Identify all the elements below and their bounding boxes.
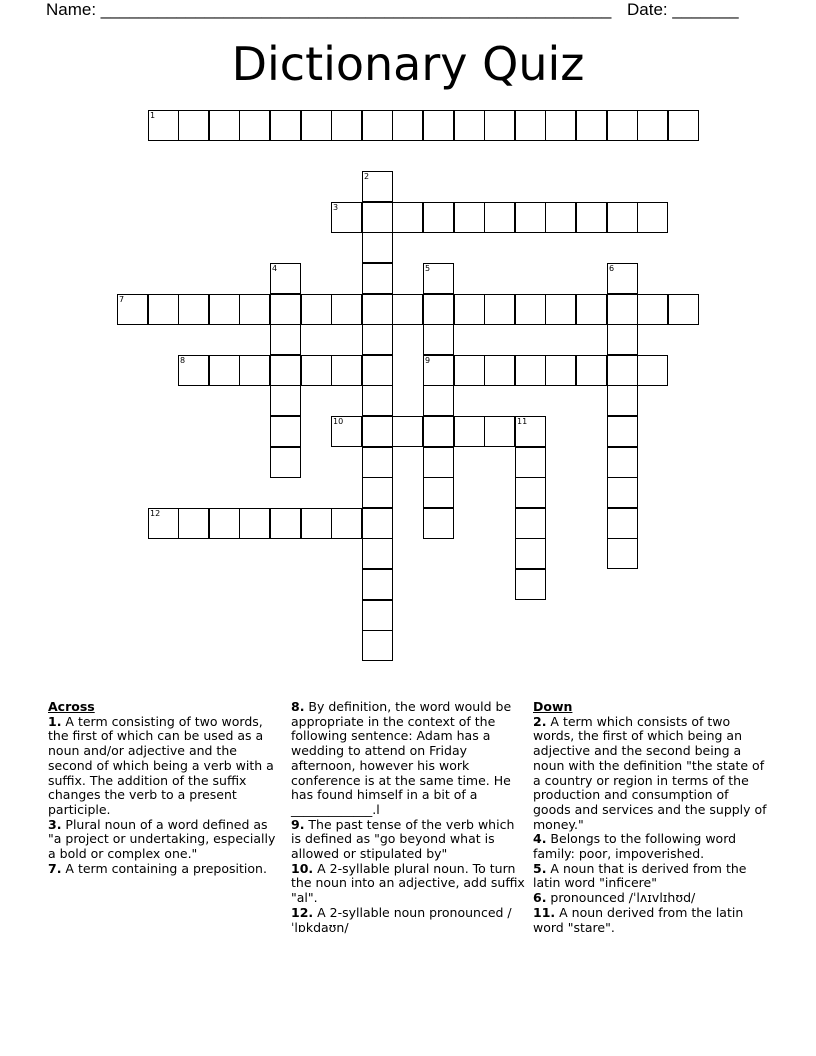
clue-text: A noun derived from the latin word "stare".: [533, 904, 744, 935]
clue-item: [48, 818, 284, 862]
crossword-cell[interactable]: [454, 355, 485, 386]
clue-number: 12.: [291, 904, 314, 920]
crossword-cell[interactable]: [301, 508, 332, 539]
crossword-cell[interactable]: [515, 202, 546, 233]
crossword-cell[interactable]: [423, 385, 454, 416]
crossword-cell[interactable]: [607, 508, 638, 539]
crossword-cell[interactable]: [423, 202, 454, 233]
crossword-cell[interactable]: [362, 232, 393, 263]
crossword-cell[interactable]: [515, 477, 546, 508]
crossword-cell[interactable]: [178, 508, 209, 539]
crossword-cell[interactable]: [148, 110, 179, 141]
page-title: Dictionary Quiz: [231, 37, 585, 91]
crossword-cell[interactable]: [362, 447, 393, 478]
crossword-cell[interactable]: [209, 508, 240, 539]
crossword-cell[interactable]: [423, 416, 454, 447]
crossword-cell[interactable]: [270, 447, 301, 478]
crossword-cell[interactable]: [301, 355, 332, 386]
crossword-cell[interactable]: [362, 171, 393, 202]
clue-text: A term containing a preposition.: [61, 860, 267, 876]
clue-item: [533, 715, 769, 833]
clue-number: 6.: [533, 890, 547, 906]
crossword-cell[interactable]: [331, 508, 362, 539]
clue-number: 7.: [48, 860, 62, 876]
crossword-cell[interactable]: [545, 110, 576, 141]
clue-number-label: 8: [180, 356, 186, 365]
name-field-label[interactable]: Name: ______________________________________________________: [46, 0, 612, 19]
down-heading: Down: [533, 699, 573, 714]
crossword-cell[interactable]: [607, 110, 638, 141]
clue-text: pronounced /ˈlʌɪvlɪhʊd/: [546, 890, 696, 906]
crossword-cell[interactable]: [362, 508, 393, 539]
crossword-cell[interactable]: [239, 110, 270, 141]
crossword-cell[interactable]: [362, 630, 393, 661]
clue-item: [533, 906, 769, 935]
crossword-cell[interactable]: [637, 294, 668, 325]
crossword-cell[interactable]: [423, 294, 454, 325]
crossword-cell[interactable]: [331, 294, 362, 325]
crossword-cell[interactable]: [362, 569, 393, 600]
clues-column-across: [48, 700, 284, 876]
crossword-cell[interactable]: [637, 355, 668, 386]
crossword-cell[interactable]: [484, 355, 515, 386]
crossword-cell[interactable]: [515, 569, 546, 600]
crossword-cell[interactable]: [301, 110, 332, 141]
crossword-cell[interactable]: [637, 110, 668, 141]
crossword-cell[interactable]: [362, 294, 393, 325]
crossword-cell[interactable]: [545, 355, 576, 386]
clue-item: [48, 862, 284, 877]
crossword-cell[interactable]: [362, 110, 393, 141]
clue-text: A noun that is derived from the latin word "inficere": [533, 860, 747, 891]
crossword-cell[interactable]: [576, 355, 607, 386]
clue-text: A term which consists of two words, the first of which being an adjective and the second being a noun with the definition "the state of a country or region in terms of the production and consumption of goods and services and the supply of money.": [533, 713, 767, 832]
crossword-cell[interactable]: [239, 355, 270, 386]
crossword-cell[interactable]: [392, 294, 423, 325]
crossword-cell[interactable]: [423, 355, 454, 386]
clue-text: The past tense of the verb which is defined as "go beyond what is allowed or stipulated by": [291, 816, 515, 862]
clue-number-label: 4: [272, 264, 278, 273]
crossword-cell[interactable]: [607, 447, 638, 478]
crossword-cell[interactable]: [607, 324, 638, 355]
crossword-cell[interactable]: [515, 508, 546, 539]
crossword-cell[interactable]: [423, 508, 454, 539]
crossword-cell[interactable]: [362, 202, 393, 233]
crossword-cell[interactable]: [209, 110, 240, 141]
crossword-cell[interactable]: [607, 355, 638, 386]
crossword-cell[interactable]: [607, 385, 638, 416]
crossword-cell[interactable]: [331, 355, 362, 386]
crossword-cell[interactable]: [607, 294, 638, 325]
crossword-cell[interactable]: [454, 294, 485, 325]
clue-number: 10.: [291, 860, 314, 876]
clue-number: 8.: [291, 699, 305, 714]
clue-number-label: 10: [333, 417, 344, 426]
crossword-cell[interactable]: [484, 294, 515, 325]
clue-number-label: 5: [425, 264, 431, 273]
crossword-cell[interactable]: [331, 416, 362, 447]
crossword-cell[interactable]: [362, 385, 393, 416]
crossword-cell[interactable]: [515, 355, 546, 386]
crossword-cell[interactable]: [607, 477, 638, 508]
clues-column-across-continued: [291, 700, 527, 935]
clue-number: 2.: [533, 713, 547, 729]
crossword-cell[interactable]: [362, 600, 393, 631]
crossword-cell[interactable]: [392, 110, 423, 141]
crossword-cell[interactable]: [362, 538, 393, 569]
crossword-cell[interactable]: [148, 294, 179, 325]
clue-number: 11.: [533, 904, 556, 920]
clue-item: [533, 891, 769, 906]
crossword-cell[interactable]: [607, 416, 638, 447]
crossword-cell[interactable]: [515, 416, 546, 447]
clue-text: A term consisting of two words, the first of which can be used as a noun and/or adjective and the second of which being a verb with a suffix. The addition of the suffix changes the verb to a present participle.: [48, 713, 274, 817]
clue-text: Belongs to the following word family: poor, impoverished.: [533, 831, 737, 862]
clue-number: 5.: [533, 860, 547, 876]
crossword-cell[interactable]: [392, 202, 423, 233]
crossword-cell[interactable]: [270, 385, 301, 416]
clue-number-label: 12: [150, 509, 161, 518]
crossword-cell[interactable]: [239, 508, 270, 539]
clue-number-label: 2: [364, 172, 370, 181]
crossword-cell[interactable]: [270, 355, 301, 386]
clue-number: 4.: [533, 831, 547, 847]
crossword-cell[interactable]: [178, 294, 209, 325]
clue-text: Plural noun of a word defined as "a project or undertaking, especially a bold or complex one.": [48, 816, 276, 862]
clue-number-label: 1: [150, 111, 156, 120]
clue-number-label: 9: [425, 356, 431, 365]
crossword-cell[interactable]: [270, 294, 301, 325]
crossword-cell[interactable]: [423, 447, 454, 478]
crossword-cell[interactable]: [270, 324, 301, 355]
crossword-cell[interactable]: [576, 110, 607, 141]
crossword-cell[interactable]: [484, 202, 515, 233]
crossword-cell[interactable]: [454, 416, 485, 447]
crossword-cell[interactable]: [270, 416, 301, 447]
crossword-cell[interactable]: [423, 110, 454, 141]
crossword-cell[interactable]: [454, 202, 485, 233]
crossword-cell[interactable]: [178, 355, 209, 386]
crossword-cell[interactable]: [484, 416, 515, 447]
clue-text: By definition, the word would be appropriate in the context of the following sentence: Adam has a wedding to attend on Friday afternoon, however his work conference is at the same time. He has found himself in a bit of a _____________.l: [291, 699, 512, 817]
clue-item: [291, 818, 527, 862]
clues-column-down: [533, 700, 769, 935]
crossword-cell[interactable]: [454, 110, 485, 141]
crossword-cell[interactable]: [423, 324, 454, 355]
crossword-cell[interactable]: [545, 202, 576, 233]
date-field-label[interactable]: Date: _______: [627, 0, 739, 19]
crossword-cell[interactable]: [270, 508, 301, 539]
crossword-cell[interactable]: [484, 110, 515, 141]
crossword-cell[interactable]: [423, 477, 454, 508]
clue-number-label: 11: [517, 417, 528, 426]
crossword-cell[interactable]: [239, 294, 270, 325]
crossword-cell[interactable]: [576, 294, 607, 325]
crossword-cell[interactable]: [607, 202, 638, 233]
crossword-cell[interactable]: [362, 477, 393, 508]
clue-text: A 2-syllable plural noun. To turn the noun into an adjective, add suffix "al".: [291, 860, 525, 906]
clue-number: 1.: [48, 713, 62, 729]
crossword-cell[interactable]: [515, 538, 546, 569]
crossword-cell[interactable]: [668, 294, 699, 325]
crossword-cell[interactable]: [576, 202, 607, 233]
crossword-cell[interactable]: [607, 538, 638, 569]
crossword-cell[interactable]: [331, 110, 362, 141]
clue-number: 3.: [48, 816, 62, 832]
crossword-cell[interactable]: [117, 294, 148, 325]
clue-number-label: 6: [609, 264, 615, 273]
crossword-cell[interactable]: [362, 263, 393, 294]
across-heading: Across: [48, 699, 95, 714]
clue-item: [291, 862, 527, 906]
crossword-cell[interactable]: [270, 110, 301, 141]
crossword-cell[interactable]: [392, 416, 423, 447]
clue-item: [48, 715, 284, 818]
clue-number: 9.: [291, 816, 305, 832]
clue-number-label: 3: [333, 203, 339, 212]
crossword-cell[interactable]: [515, 447, 546, 478]
clue-item: [533, 832, 769, 861]
crossword-cell[interactable]: [362, 355, 393, 386]
crossword-cell[interactable]: [637, 202, 668, 233]
crossword-cell[interactable]: [515, 294, 546, 325]
crossword-cell[interactable]: [331, 202, 362, 233]
crossword-cell[interactable]: [178, 110, 209, 141]
crossword-cell[interactable]: [209, 294, 240, 325]
crossword-cell[interactable]: [209, 355, 240, 386]
clue-number-label: 7: [119, 295, 125, 304]
crossword-cell[interactable]: [423, 263, 454, 294]
clue-item: [291, 906, 527, 935]
crossword-cell[interactable]: [148, 508, 179, 539]
crossword-cell[interactable]: [362, 324, 393, 355]
crossword-cell[interactable]: [607, 263, 638, 294]
crossword-cell[interactable]: [301, 294, 332, 325]
crossword-cell[interactable]: [668, 110, 699, 141]
crossword-cell[interactable]: [362, 416, 393, 447]
clue-text: A 2-syllable noun pronounced /ˈlɒkdaʊn/: [291, 904, 512, 935]
crossword-cell[interactable]: [545, 294, 576, 325]
clue-item: [291, 700, 527, 818]
crossword-cell[interactable]: [270, 263, 301, 294]
crossword-cell[interactable]: [515, 110, 546, 141]
clue-item: [533, 862, 769, 891]
